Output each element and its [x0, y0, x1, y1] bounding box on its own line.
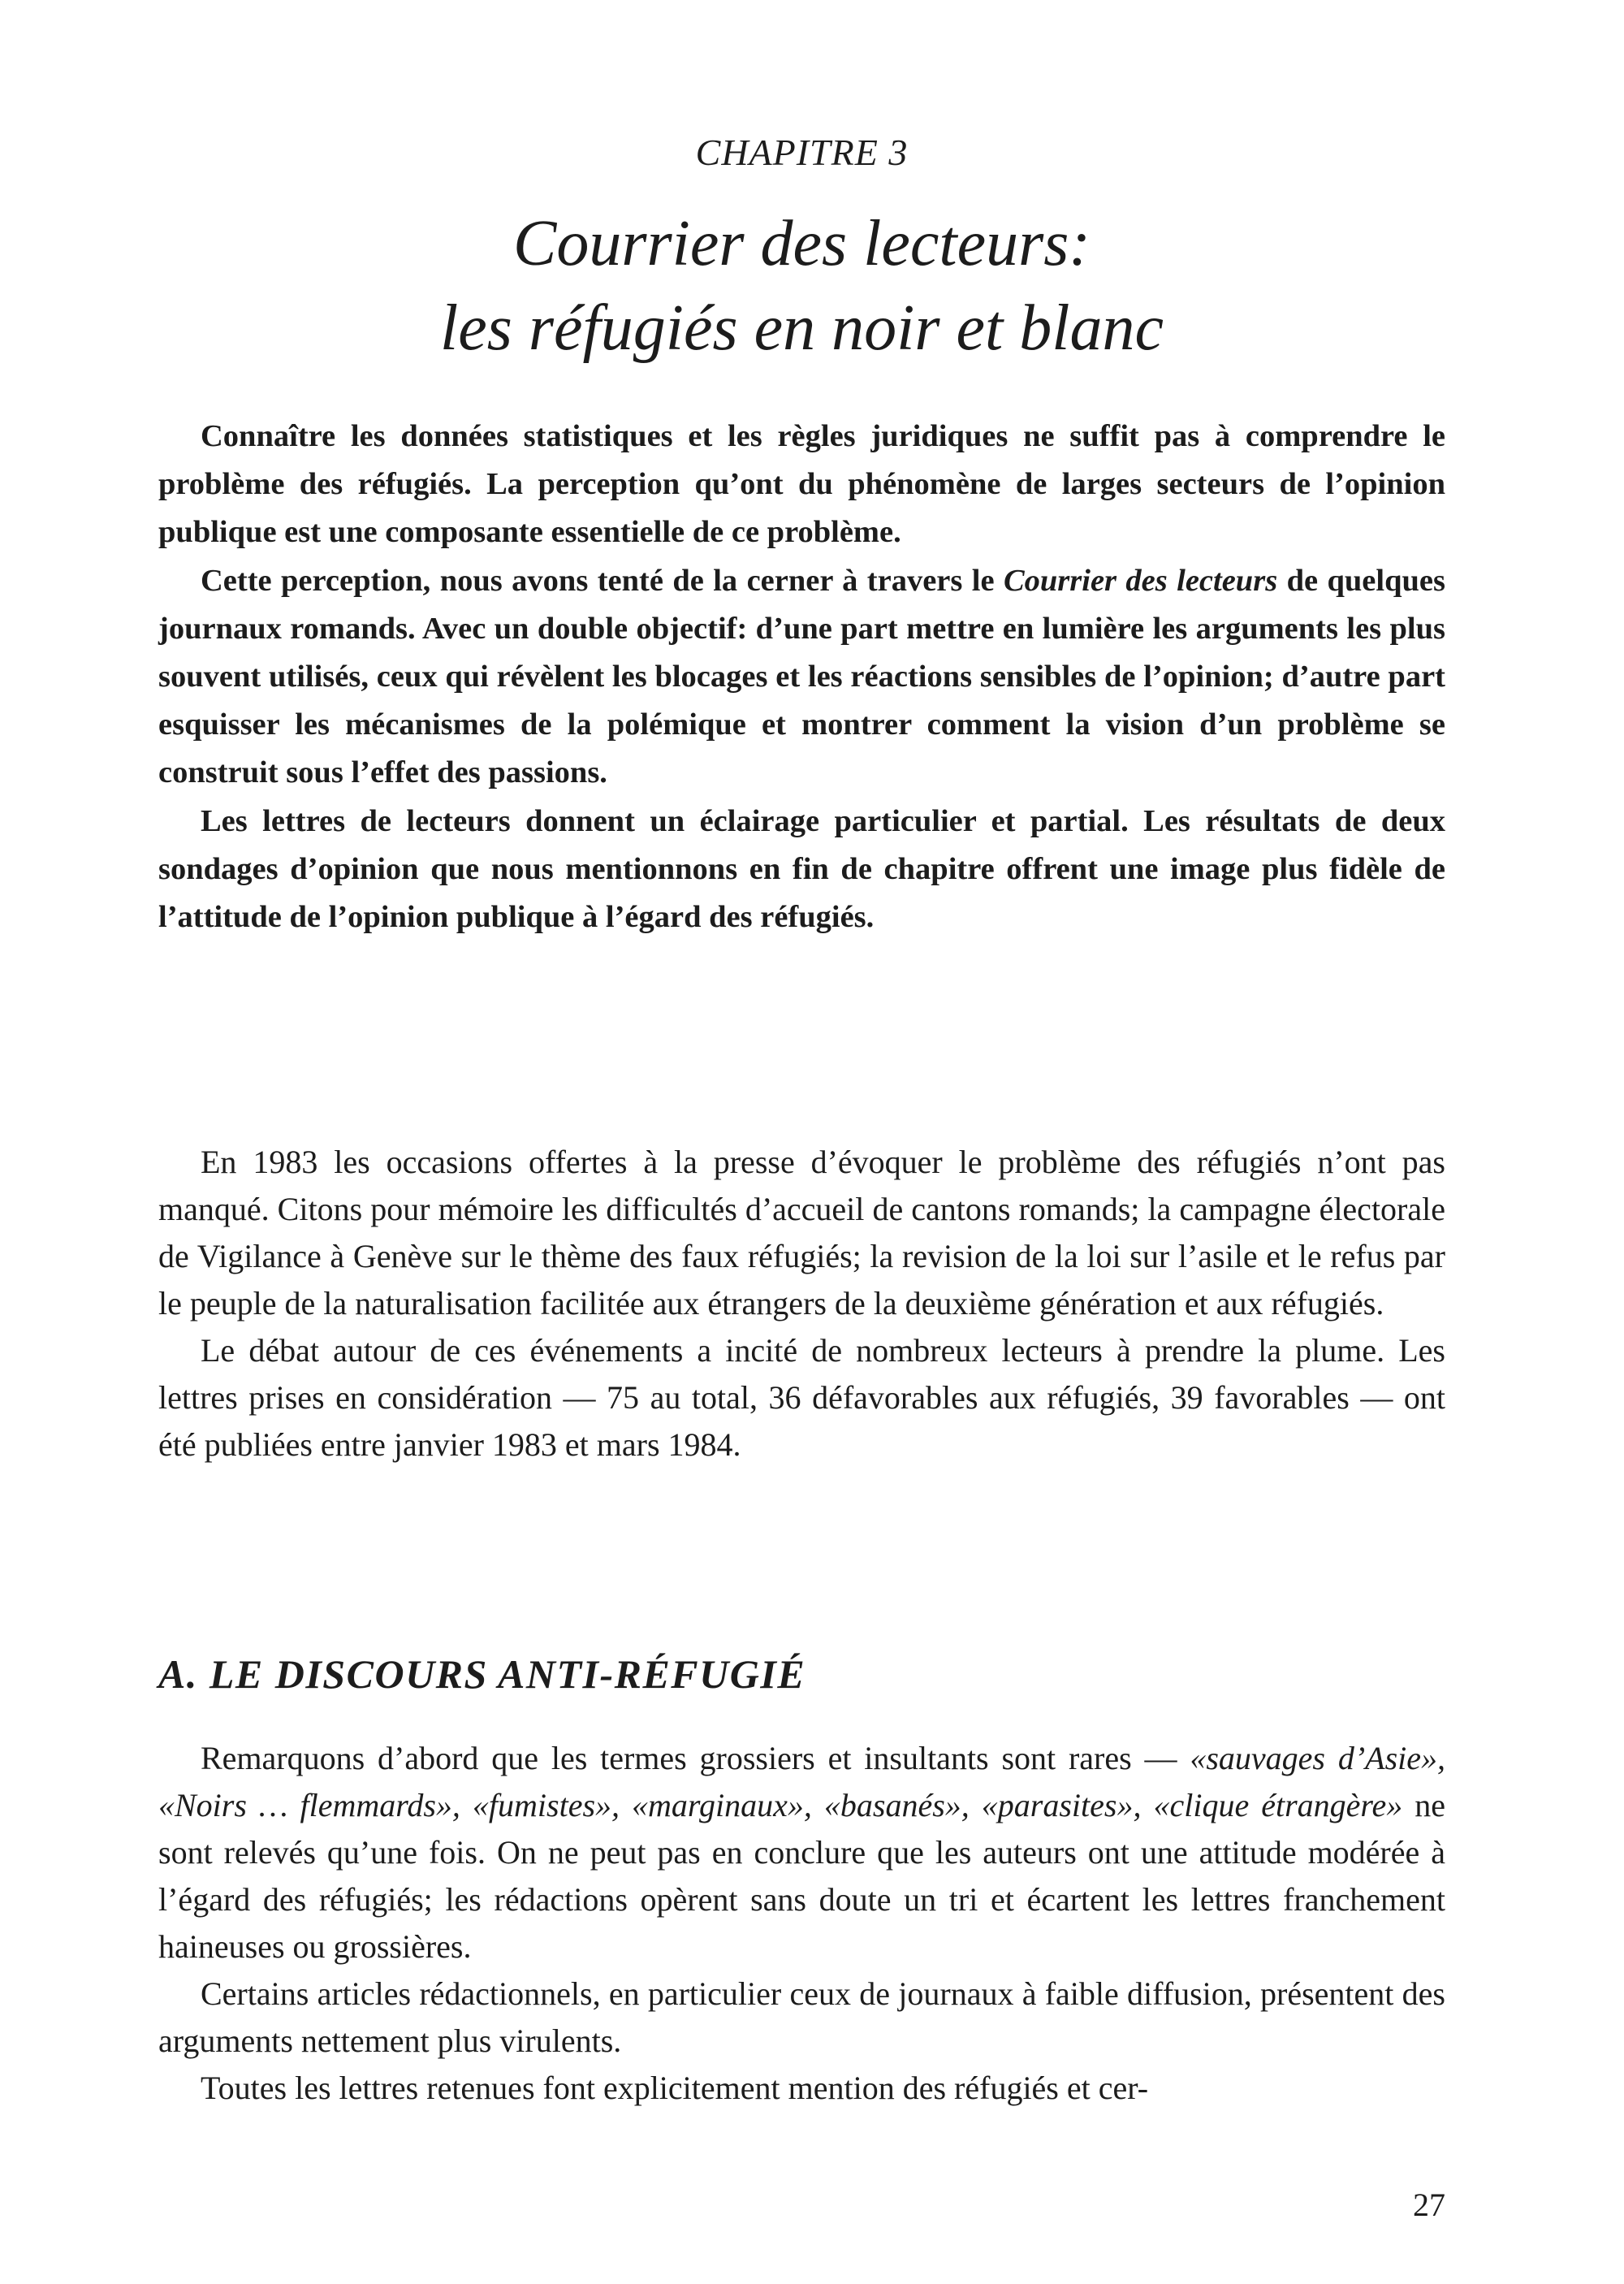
body-paragraph-2: Le débat autour de ces événements a incité de nombreux lecteurs à prendre la plume. Les lettres prises en considération — 75 au total, 36 défavorables aux réfugiés, 39 favorables — ont été publiées entre janvier 1983 et mars 1984.	[158, 1332, 1445, 1463]
intro-paragraph-2	[158, 557, 1445, 798]
chapter-label: CHAPITRE 3	[695, 132, 909, 173]
intro-paragraph-2-start: Cette perception, nous avons tenté de la cerner à travers le	[201, 563, 1004, 598]
section-paragraph-1-italic: «sauvages d’Asie», «Noirs … flemmards», «fumistes», «marginaux», «basanés», «parasites», «clique étrangère»	[158, 1740, 1446, 1823]
section-paragraph-1-end: ne sont relevés qu’une fois. On ne peut pas en conclure que les auteurs ont une attitude modérée à l’égard des réfugiés; les rédactions opèrent sans doute un tri et écartent les lettres franchement haineuses ou grossières.	[158, 1787, 1445, 1965]
section-paragraph-1	[158, 1735, 1445, 1970]
intro-paragraph-1: Connaître les données statistiques et les règles juridiques ne suffit pas à comprendre le problème des réfugiés. La perception qu’ont du phénomène de larges secteurs de l’opinion publique est une composante essentielle de ce problème.	[158, 419, 1445, 550]
body-section	[158, 1139, 1445, 1469]
document-page	[158, 0, 1445, 2284]
intro-paragraph-2-italic: Courrier des lecteurs	[1003, 563, 1278, 598]
intro-section	[158, 413, 1445, 941]
body-paragraph-1: En 1983 les occasions offertes à la presse d’évoquer le problème des réfugiés n’ont pas manqué. Citons pour mémoire les difficultés d’accueil de cantons romands; la campagne électorale de Vigilance à Genève sur le thème des faux réfugiés; la revision de la loi sur l’asile et le refus par le peuple de la naturalisation facilitée aux étrangers de la deuxième génération et aux réfugiés.	[158, 1144, 1445, 1322]
intro-paragraph-3: Les lettres de lecteurs donnent un éclairage particulier et partial. Les résultats de deux sondages d’opinion que nous mentionnons en fin de chapitre offrent une image plus fidèle de l’attitude de l’opinion publique à l’égard des réfugiés.	[158, 803, 1445, 935]
chapter-title-line-2: les réfugiés en noir et blanc	[440, 292, 1164, 364]
section-body	[158, 1735, 1445, 2112]
section-paragraph-3: Toutes les lettres retenues font explicitement mention des réfugiés et cer-	[201, 2070, 1149, 2106]
section-paragraph-1-start: Remarquons d’abord que les termes grossiers et insultants sont rares —	[201, 1740, 1190, 1776]
chapter-title	[158, 201, 1445, 370]
intro-paragraph-2-end: de quelques journaux romands. Avec un double objectif: d’une part mettre en lumière les arguments les plus souvent utilisés, ceux qui révèlent les blocages et les réactions sensibles de l’opinion; d’autre part esquisser les mécanismes de la polémique et montrer comment la vision d’un problème se construit sous l’effet des passions.	[158, 563, 1445, 790]
section-paragraph-2: Certains articles rédactionnels, en particulier ceux de journaux à faible diffusion, présentent des arguments nettement plus virulents.	[158, 1975, 1445, 2059]
section-heading: A. LE DISCOURS ANTI-RÉFUGIÉ	[158, 1651, 806, 1697]
page-number: 27	[1413, 2187, 1445, 2223]
chapter-title-line-1: Courrier des lecteurs:	[512, 208, 1091, 279]
